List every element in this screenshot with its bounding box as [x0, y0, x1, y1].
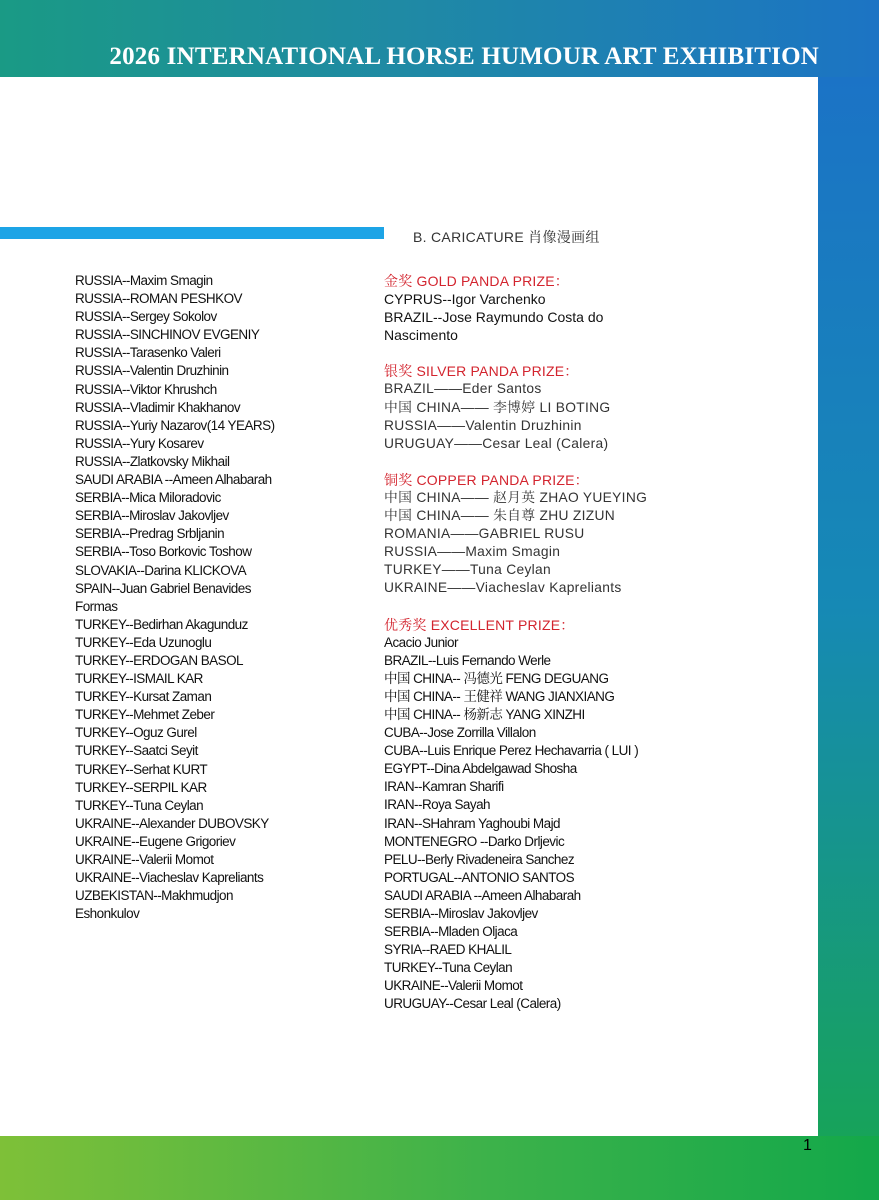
list-item: RUSSIA--Sergey Sokolov — [75, 309, 217, 325]
list-item: TURKEY--ISMAIL KAR — [75, 671, 203, 687]
excellent-prize-group — [384, 616, 804, 1014]
list-item: RUSSIA--Maxim Smagin — [75, 273, 213, 288]
list-item: UKRAINE——Viacheslav Kapreliants — [384, 580, 622, 596]
list-item: RUSSIA--Viktor Khrushch — [75, 381, 217, 397]
list-item: TURKEY--Serhat KURT — [75, 761, 208, 777]
list-item: IRAN--Roya Sayah — [384, 797, 490, 813]
copper-prize-heading: 铜奖 COPPER PANDA PRIZE： — [384, 471, 589, 488]
list-item: PELU--Berly Rivadeneira Sanchez — [384, 851, 575, 867]
list-item: RUSSIA——Maxim Smagin — [384, 544, 561, 560]
list-item: TURKEY--Bedirhan Akagunduz — [75, 616, 248, 632]
list-item: BRAZIL--Jose Raymundo Costa do Nascimento — [384, 309, 604, 344]
list-item: TURKEY--ERDOGAN BASOL — [75, 652, 243, 668]
list-item: SERBIA--Miroslav Jakovljev — [384, 906, 538, 921]
silver-prize-group — [384, 362, 804, 452]
list-item: SLOVAKIA--Darina KLICKOVA — [75, 562, 247, 578]
list-item: URUGUAY——Cesar Leal (Calera) — [384, 435, 609, 451]
list-item: UKRAINE--Alexander DUBOVSKY — [75, 815, 269, 831]
list-item: CUBA--Jose Zorrilla Villalon — [384, 725, 536, 741]
list-item: RUSSIA--Yury Kosarev — [75, 435, 204, 451]
list-item: BRAZIL——Eder Santos — [384, 381, 542, 397]
right-decor-band — [818, 77, 879, 1137]
list-item: SERBIA--Mladen Oljaca — [384, 924, 518, 940]
silver-prize-heading: 银奖 SILVER PANDA PRIZE： — [384, 363, 579, 380]
list-item: CYPRUS--Igor Varchenko — [384, 291, 546, 308]
page-number: 1 — [803, 1137, 812, 1154]
list-item: SPAIN--Juan Gabriel Benavides — [75, 580, 251, 596]
list-item: SERBIA--Miroslav Jakovljev — [75, 508, 229, 524]
list-item: EGYPT--Dina Abdelgawad Shosha — [384, 761, 577, 777]
list-item: Eshonkulov — [75, 906, 140, 922]
list-item: 中国 CHINA—— 赵月英 ZHAO YUEYING — [384, 489, 648, 505]
list-item: Acacio Junior — [384, 634, 458, 650]
gold-prize-group — [384, 272, 804, 344]
list-item: UKRAINE--Valerii Momot — [384, 978, 523, 994]
list-item: RUSSIA--ROMAN PESHKOV — [75, 291, 242, 307]
list-item: IRAN--Kamran Sharifi — [384, 779, 504, 795]
page-title: 2026 INTERNATIONAL HORSE HUMOUR ART EXHIBITION — [109, 43, 819, 70]
list-item: RUSSIA--Zlatkovsky Mikhail — [75, 453, 230, 469]
list-item: TURKEY--Kursat Zaman — [75, 689, 212, 705]
list-item: ROMANIA——GABRIEL RUSU — [384, 526, 585, 542]
list-item: URUGUAY--Cesar Leal (Calera) — [384, 996, 561, 1012]
list-item: TURKEY--Mehmet Zeber — [75, 707, 215, 723]
copper-prize-group — [384, 471, 804, 598]
list-item: 中国 CHINA-- 杨新志 YANG XINZHI — [384, 706, 585, 722]
list-item: UKRAINE--Valerii Momot — [75, 852, 214, 867]
list-item: 中国 CHINA-- 王健祥 WANG JIANXIANG — [384, 688, 615, 704]
footer-band — [0, 1136, 879, 1200]
list-item: SYRIA--RAED KHALIL — [384, 942, 512, 958]
list-item: RUSSIA--Valentin Druzhinin — [75, 363, 229, 379]
left-participant-list — [75, 272, 355, 923]
list-item: RUSSIA--Vladimir Khakhanov — [75, 399, 241, 415]
list-item: UZBEKISTAN--Makhmudjon — [75, 888, 233, 904]
section-heading: B. CARICATURE 肖像漫画组 — [413, 229, 600, 245]
list-item: RUSSIA--Yuriy Nazarov(14 YEARS) — [75, 417, 275, 433]
list-item: TURKEY--Oguz Gurel — [75, 725, 197, 741]
list-item: CUBA--Luis Enrique Perez Hechavarria ( LUI ) — [384, 743, 639, 759]
list-item: 中国 CHINA—— 朱自尊 ZHU ZIZUN — [384, 508, 616, 524]
list-item: TURKEY——Tuna Ceylan — [384, 562, 551, 578]
list-item: 中国 CHINA—— 李博婷 LI BOTING — [384, 399, 611, 415]
prize-list — [384, 272, 804, 1032]
list-item: BRAZIL--Luis Fernando Werle — [384, 652, 551, 668]
list-item: PORTUGAL--ANTONIO SANTOS — [384, 869, 575, 885]
list-item: SERBIA--Mica Miloradovic — [75, 490, 221, 506]
list-item: TURKEY--SERPIL KAR — [75, 779, 207, 795]
list-item: IRAN--SHahram Yaghoubi Majd — [384, 815, 560, 831]
gold-prize-heading: 金奖 GOLD PANDA PRIZE： — [384, 273, 569, 289]
list-item: UKRAINE--Eugene Grigoriev — [75, 833, 236, 849]
list-item: RUSSIA——Valentin Druzhinin — [384, 417, 582, 433]
list-item: TURKEY--Tuna Ceylan — [75, 797, 204, 813]
list-item: TURKEY--Eda Uzunoglu — [75, 634, 212, 650]
list-item: Formas — [75, 598, 118, 614]
list-item: SERBIA--Toso Borkovic Toshow — [75, 544, 252, 560]
list-item: TURKEY--Tuna Ceylan — [384, 960, 513, 976]
list-item: RUSSIA--Tarasenko Valeri — [75, 345, 221, 361]
list-item: SERBIA--Predrag Srbljanin — [75, 526, 225, 542]
list-item: UKRAINE--Viacheslav Kapreliants — [75, 870, 264, 886]
list-item: RUSSIA--SINCHINOV EVGENIY — [75, 327, 260, 343]
excellent-prize-heading: 优秀奖 EXCELLENT PRIZE： — [384, 616, 575, 633]
list-item: MONTENEGRO --Darko Drljevic — [384, 833, 565, 849]
section-divider-bar — [0, 227, 384, 239]
list-item: TURKEY--Saatci Seyit — [75, 743, 198, 759]
list-item: 中国 CHINA-- 冯德光 FENG DEGUANG — [384, 670, 609, 686]
list-item: SAUDI ARABIA --Ameen Alhabarah — [384, 887, 581, 903]
list-item: SAUDI ARABIA --Ameen Alhabarah — [75, 472, 272, 488]
